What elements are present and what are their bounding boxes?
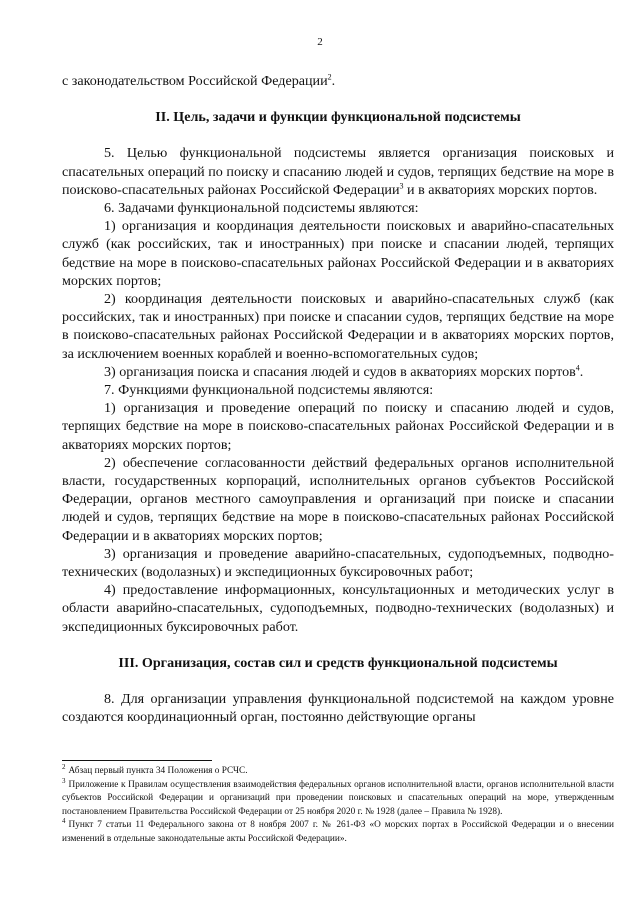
paragraph-7-intro: 7. Функциями функциональной подсистемы являются: — [104, 382, 434, 399]
footnotes — [62, 762, 614, 847]
opening-line-end: . — [331, 73, 336, 89]
section-3-heading: III. Организация, состав сил и средств функциональной подсистемы — [118, 654, 558, 671]
opening-line-text: с законодательством Российской Федерации — [62, 73, 328, 89]
footnote-2 — [62, 762, 614, 779]
paragraph-7-item-1: 1) организация и проведение операций по поиску и спасанию людей и судов, терпящих бедствие на море в поисково-спасательных районах Российской Федерации и в акваториях морских портов; — [62, 400, 614, 453]
paragraph-5 — [62, 144, 614, 199]
paragraph-7-item-2: 2) обеспечение согласованности действий федеральных органов исполнительной власти, государственных корпораций, исполнительных органов субъектов Российской Федерации, органов местного самоуправления и организаций при поиске и спасании людей и судов, терпящих бедствие на море в поисково-спасательных районах Российской Федерации и в акваториях морских портов; — [62, 454, 614, 544]
footnote-4-text: Пункт 7 статьи 11 Федерального закона от 8 ноября 2007 г. № 261-ФЗ «О морских портах в Российской Федерации и о внесении изменений в отдельные законодательные акты Российской Федерации». — [62, 820, 614, 844]
footnote-3-number: 3 — [62, 776, 66, 785]
footnote-4-number: 4 — [62, 817, 66, 826]
paragraph-6-item-3 — [62, 363, 614, 381]
paragraph-5-tail: и в акваториях морских портов. — [403, 181, 598, 198]
footnote-4 — [62, 819, 614, 846]
paragraph-7-item-3: 3) организация и проведение аварийно-спасательных, судоподъемных, подводно-технических (водолазных) и экспедиционных буксировочных работ; — [62, 545, 614, 581]
footnote-2-text: Абзац первый пункта 34 Положения о РСЧС. — [68, 766, 248, 776]
footnote-2-number: 2 — [62, 762, 66, 771]
paragraph-8: 8. Для организации управления функциональной подсистемой на каждом уровне создаются координационный орган, постоянно действующие органы — [62, 691, 614, 726]
paragraph-6-item-3-text: 3) организация поиска и спасания людей и судов в акваториях морских портов — [104, 363, 576, 380]
paragraph-6-item-2: 2) координация деятельности поисковых и аварийно-спасательных служб (как российских, так и иностранных) при поиске и спасании судов, терпящих бедствие на море в поисково-спасательных районах Российской Федерации и в акваториях морских портов, за исключением военных кораблей и военно-вспомогательных судов; — [62, 291, 614, 362]
paragraph-5-text: 5. Целью функциональной подсистемы является организация поисковых и спасательных операций по поиску и спасанию людей и судов, терпящих бедствие на море в поисково-спасательных районах Российской Федерации — [62, 145, 614, 198]
footnote-ref-2: 2 — [327, 72, 332, 82]
page-number: 2 — [317, 36, 323, 48]
opening-line — [62, 72, 614, 90]
paragraph-7-item-4: 4) предоставление информационных, консультационных и методических услуг в области аварийно-спасательных, судоподъемных, подводно-технических (водолазных) и экспедиционных буксировочных работ. — [62, 582, 614, 635]
footnote-3 — [62, 776, 614, 820]
paragraph-6-intro: 6. Задачами функциональной подсистемы являются: — [104, 200, 419, 217]
footnote-ref-4: 4 — [575, 363, 580, 373]
document-body — [62, 60, 614, 727]
footnote-separator — [62, 760, 212, 761]
paragraph-6-item-1: 1) организация и координация деятельности поисковых и аварийно-спасательных служб (как российских, так и иностранных) при поиске и спасании людей, терпящих бедствие на море в поисково-спасательных районах Российской Федерации и в акваториях морских портов; — [62, 218, 614, 289]
paragraph-6-item-3-tail: . — [579, 363, 584, 380]
section-2-heading: II. Цель, задачи и функции функциональной подсистемы — [155, 109, 521, 126]
footnote-ref-3: 3 — [399, 181, 404, 191]
footnote-3-text: Приложение к Правилам осуществления взаимодействия федеральных органов исполнительной власти, органов исполнительной власти субъектов Российской Федерации и организаций при проведении поисковых и спасательных операций на море, утвержденным постановлением Правительства Российской Федерации от 25 ноября 2020 г. № 1928 (далее – Правила № 1928). — [62, 779, 614, 817]
